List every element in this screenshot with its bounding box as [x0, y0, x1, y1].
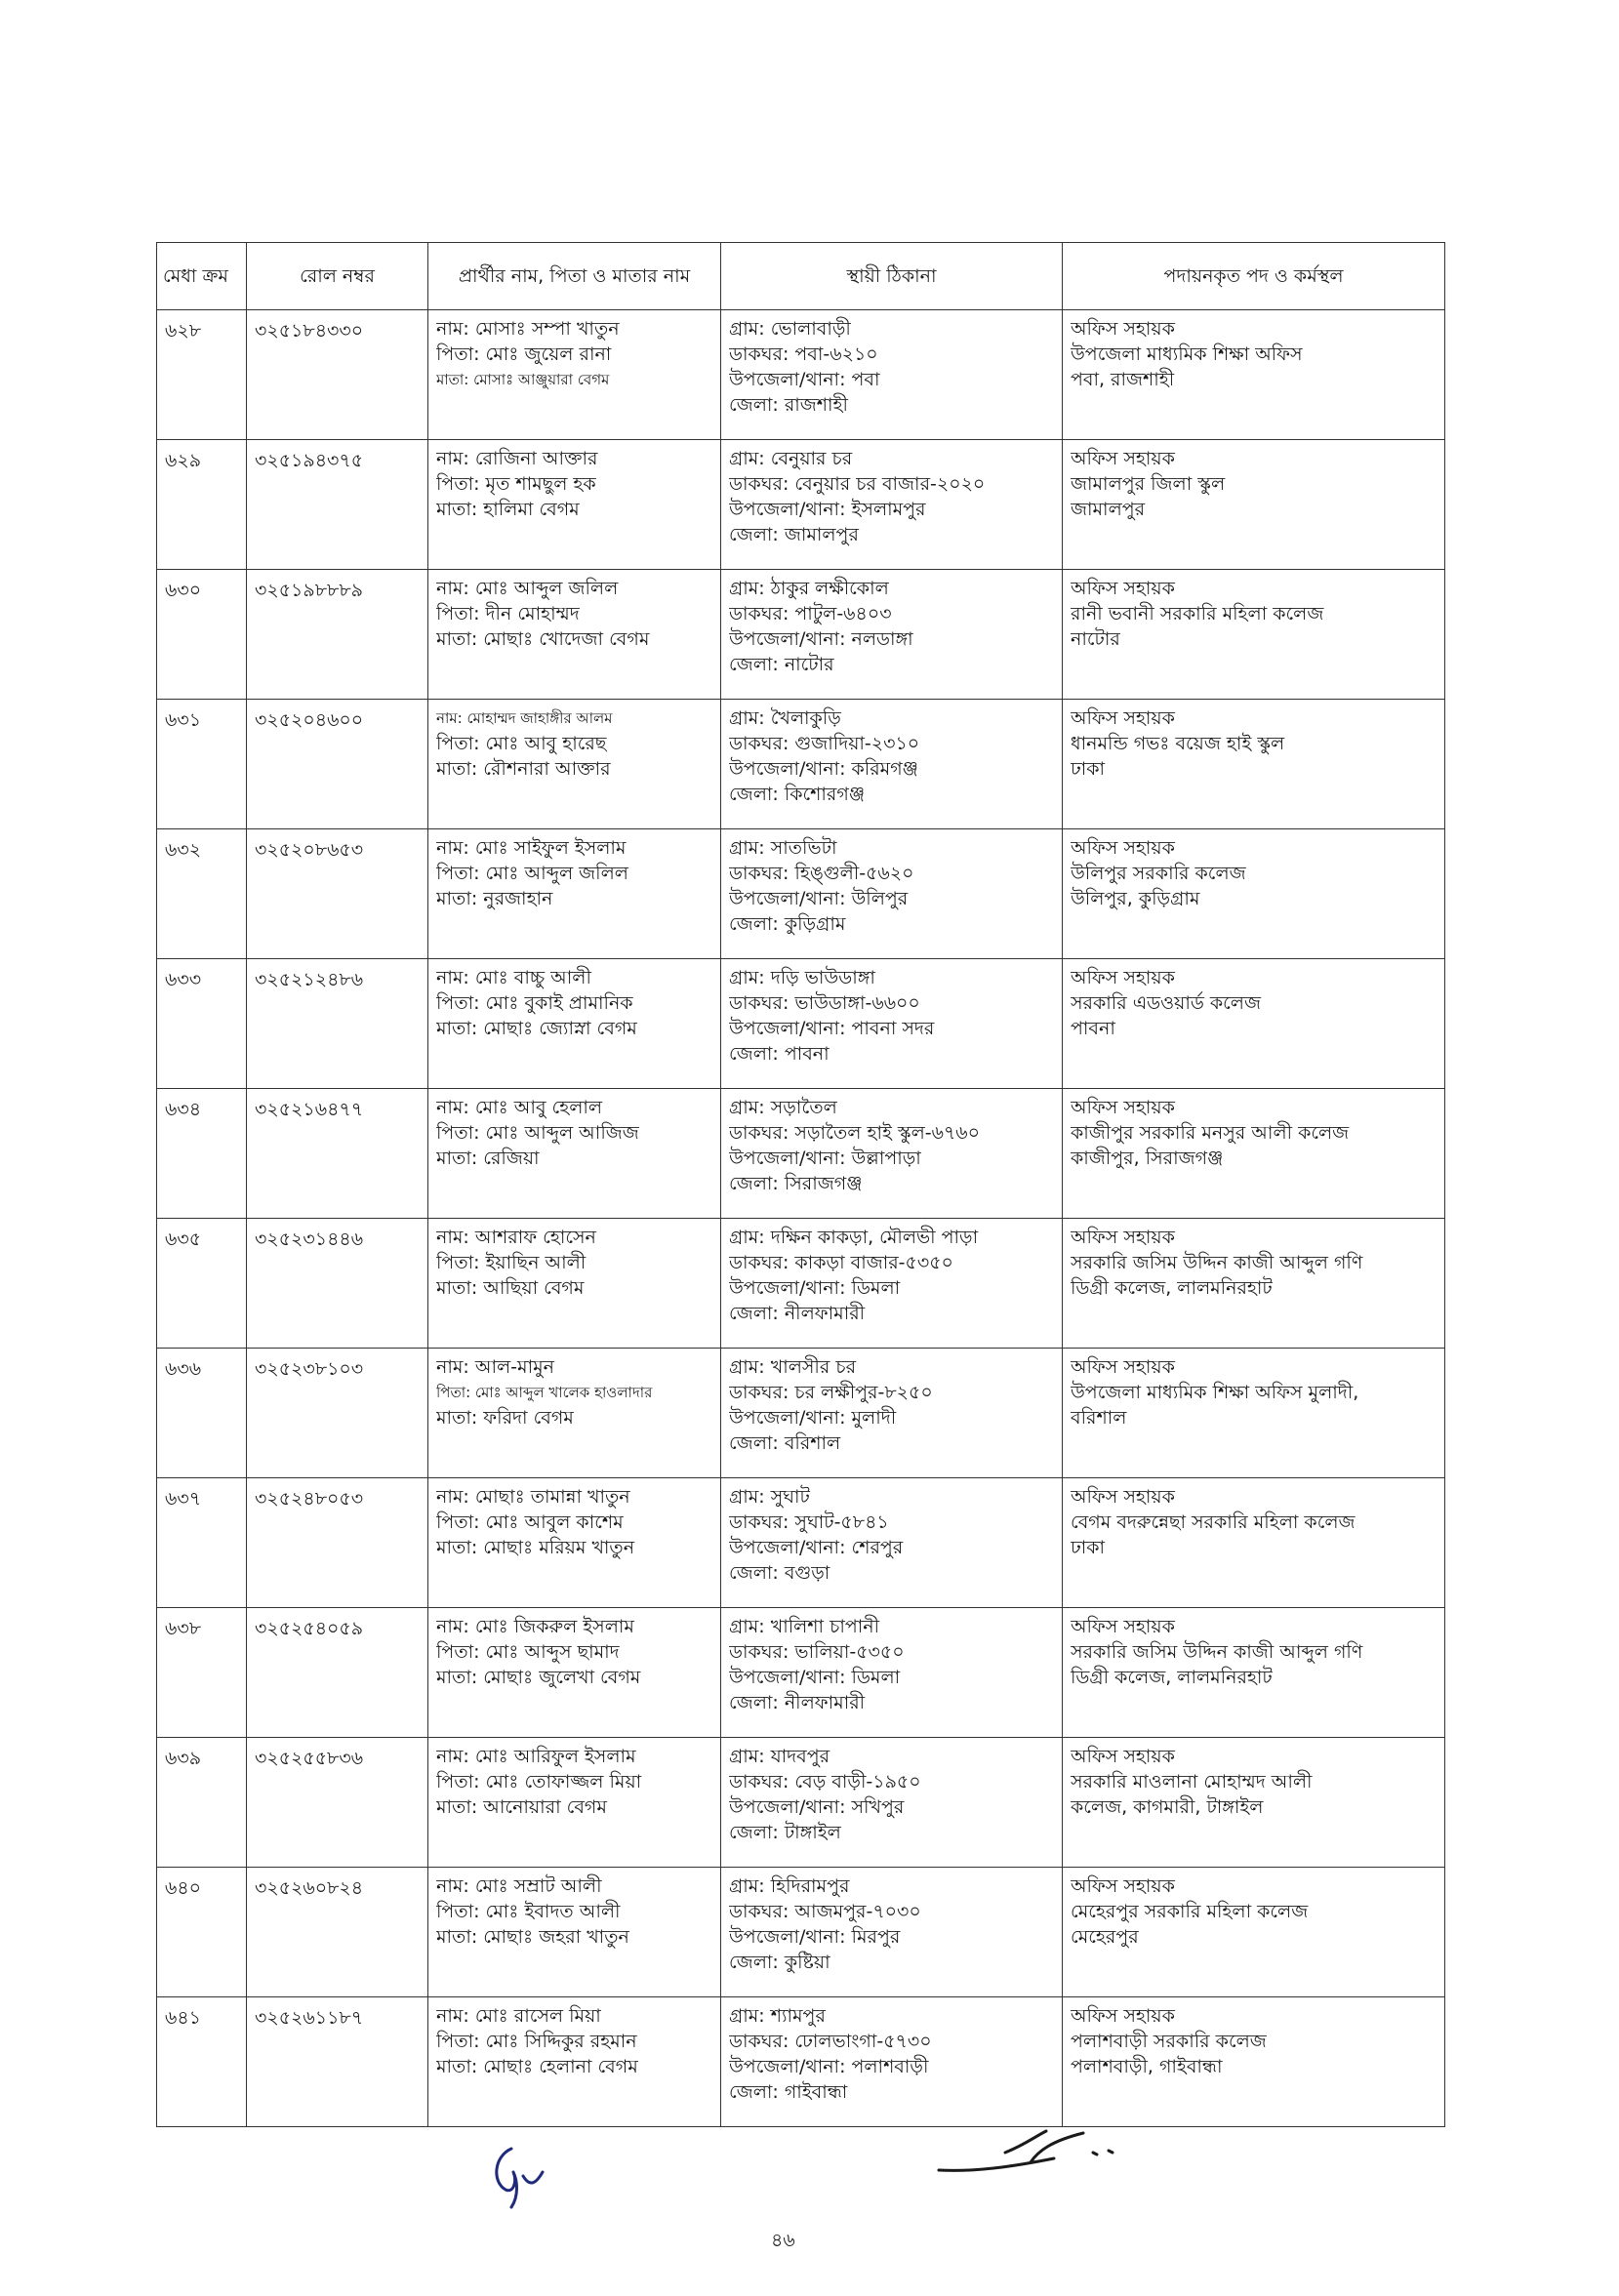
- address-line: উপজেলা/থানা: শেরপুর: [729, 1537, 904, 1558]
- address-line: ডাকঘর: সড়াতৈল হাই স্কুল-৬৭৬০: [729, 1122, 981, 1144]
- table-row: [157, 1608, 1445, 1738]
- roll-cell: ৩২৫২৫৪০৫৯: [247, 1608, 428, 1738]
- posting-line: সরকারি মাওলানা মোহাম্মদ আলী: [1071, 1771, 1313, 1792]
- name-cell: [428, 310, 721, 440]
- candidate-table: [156, 242, 1445, 2127]
- name-line: মাতা: মোছাঃ খোদেজা বেগম: [436, 628, 650, 650]
- name-line: নাম: মোঃ রাসেল মিয়া: [436, 2005, 601, 2027]
- name-cell: [428, 1349, 721, 1478]
- table-row: [157, 959, 1445, 1089]
- address-cell: [721, 700, 1063, 829]
- posting-line: অফিস সহায়ক: [1071, 967, 1175, 988]
- posting-line: বরিশাল: [1071, 1407, 1127, 1429]
- name-cell: [428, 440, 721, 570]
- posting-cell: [1063, 440, 1445, 570]
- address-line: জেলা: পাবনা: [729, 1043, 830, 1065]
- name-line: পিতা: মোঃ ইবাদত আলী: [436, 1901, 621, 1922]
- name-line: মাতা: হালিমা বেগম: [436, 499, 580, 520]
- merit-cell: ৬৩১: [157, 700, 247, 829]
- roll-cell: ৩২৫১৯৪৩৭৫: [247, 440, 428, 570]
- posting-line: জামালপুর: [1071, 499, 1146, 520]
- address-line: জেলা: নীলফামারী: [729, 1303, 866, 1324]
- address-line: জেলা: সিরাজগঞ্জ: [729, 1173, 863, 1194]
- address-cell: [721, 959, 1063, 1089]
- posting-line: জামালপুর জিলা স্কুল: [1071, 473, 1226, 495]
- address-line: ডাকঘর: কাকড়া বাজার-৫৩৫০: [729, 1252, 953, 1273]
- name-line: পিতা: মোঃ সিদ্দিকুর রহমান: [436, 2031, 637, 2052]
- table-row: [157, 310, 1445, 440]
- address-cell: [721, 1478, 1063, 1608]
- posting-line: ঢাকা: [1071, 1537, 1106, 1558]
- name-line: পিতা: মোঃ তোফাজ্জল মিয়া: [436, 1771, 642, 1792]
- name-line: নাম: মোঃ আরিফুল ইসলাম: [436, 1746, 636, 1767]
- posting-line: অফিস সহায়ক: [1071, 448, 1175, 469]
- address-line: উপজেলা/থানা: উল্লাপাড়া: [729, 1148, 921, 1169]
- table-row: [157, 1868, 1445, 1997]
- address-cell: [721, 570, 1063, 700]
- address-line: ডাকঘর: পবা-৬২১০: [729, 343, 878, 365]
- name-line: পিতা: ইয়াছিন আলী: [436, 1252, 587, 1273]
- posting-line: পলাশবাড়ী সরকারি কলেজ: [1071, 2031, 1267, 2052]
- name-line: নাম: মোঃ সাইফুল ইসলাম: [436, 837, 627, 859]
- address-line: জেলা: নাটোর: [729, 654, 834, 675]
- signature-right: [937, 2123, 1132, 2182]
- posting-cell: [1063, 570, 1445, 700]
- posting-line: ডিগ্রী কলেজ, লালমনিরহাট: [1071, 1667, 1273, 1688]
- table-row: [157, 570, 1445, 700]
- posting-cell: [1063, 1997, 1445, 2127]
- merit-cell: ৬২৯: [157, 440, 247, 570]
- address-line: ডাকঘর: সুঘাট-৫৮৪১: [729, 1511, 889, 1533]
- posting-cell: [1063, 1738, 1445, 1868]
- posting-line: সরকারি জসিম উদ্দিন কাজী আব্দুল গণি: [1071, 1252, 1363, 1273]
- posting-cell: [1063, 1868, 1445, 1997]
- name-line: নাম: মোঃ বাচ্চু আলী: [436, 967, 591, 988]
- roll-cell: ৩২৫২১২৪৮৬: [247, 959, 428, 1089]
- address-line: উপজেলা/থানা: উলিপুর: [729, 888, 909, 909]
- name-line: মাতা: মোছাঃ মরিয়ম খাতুন: [436, 1537, 635, 1558]
- posting-cell: [1063, 959, 1445, 1089]
- address-line: ডাকঘর: পাটুল-৬৪০৩: [729, 603, 892, 624]
- posting-line: অফিস সহায়ক: [1071, 578, 1175, 599]
- name-cell: [428, 1738, 721, 1868]
- name-line: নাম: মোঃ সম্রাট আলী: [436, 1875, 602, 1897]
- posting-line: উলিপুর সরকারি কলেজ: [1071, 863, 1246, 884]
- roll-cell: ৩২৫২০৪৬০০: [247, 700, 428, 829]
- posting-line: কাজীপুর, সিরাজগঞ্জ: [1071, 1148, 1224, 1169]
- roll-cell: ৩২৫২৬১১৮৭: [247, 1997, 428, 2127]
- posting-line: অফিস সহায়ক: [1071, 1097, 1175, 1118]
- address-line: ডাকঘর: ভালিয়া-৫৩৫০: [729, 1641, 905, 1663]
- posting-line: উপজেলা মাধ্যমিক শিক্ষা অফিস মুলাদী,: [1071, 1382, 1359, 1403]
- address-line: জেলা: বগুড়া: [729, 1562, 830, 1584]
- name-line: নাম: মোহাম্মদ জাহাঙ্গীর আলম: [436, 709, 613, 727]
- address-line: গ্রাম: দক্ষিন কাকড়া, মৌলভী পাড়া: [729, 1227, 979, 1248]
- roll-cell: ৩২৫১৮৪৩৩০: [247, 310, 428, 440]
- name-line: মাতা: রৌশনারা আক্তার: [436, 758, 611, 780]
- name-line: নাম: আশরাফ হোসেন: [436, 1227, 596, 1248]
- merit-cell: ৬৩৯: [157, 1738, 247, 1868]
- address-line: গ্রাম: ভোলাবাড়ী: [729, 318, 851, 340]
- address-line: ডাকঘর: আজমপুর-৭০৩০: [729, 1901, 921, 1922]
- name-cell: [428, 1868, 721, 1997]
- posting-line: নাটোর: [1071, 628, 1120, 650]
- posting-cell: [1063, 700, 1445, 829]
- name-line: পিতা: মোঃ আব্দুল আজিজ: [436, 1122, 639, 1144]
- address-line: উপজেলা/থানা: ডিমলা: [729, 1277, 901, 1299]
- posting-line: ঢাকা: [1071, 758, 1106, 780]
- table-row: [157, 440, 1445, 570]
- merit-cell: ৬৩৩: [157, 959, 247, 1089]
- posting-line: অফিস সহায়ক: [1071, 1486, 1175, 1508]
- posting-cell: [1063, 310, 1445, 440]
- roll-cell: ৩২৫২৩১৪৪৬: [247, 1219, 428, 1349]
- header-roll: রোল নম্বর: [247, 243, 428, 310]
- name-line: নাম: মোঃ আবু হেলাল: [436, 1097, 603, 1118]
- name-line: পিতা: মোঃ জুয়েল রানা: [436, 343, 612, 365]
- merit-cell: ৬৩৮: [157, 1608, 247, 1738]
- name-line: পিতা: মোঃ আব্দুল জলিল: [436, 863, 628, 884]
- address-cell: [721, 1089, 1063, 1219]
- posting-line: অফিস সহায়ক: [1071, 837, 1175, 859]
- address-line: গ্রাম: যাদবপুর: [729, 1746, 830, 1767]
- address-line: গ্রাম: সড়াতৈল: [729, 1097, 837, 1118]
- name-line: পিতা: মোঃ আব্দুল খালেক হাওলাদার: [436, 1384, 653, 1401]
- table-row: [157, 1089, 1445, 1219]
- address-line: উপজেলা/থানা: নলডাঙ্গা: [729, 628, 913, 650]
- address-cell: [721, 310, 1063, 440]
- header-posting: পদায়নকৃত পদ ও কর্মস্থল: [1063, 243, 1445, 310]
- merit-cell: ৬৩৭: [157, 1478, 247, 1608]
- merit-cell: ৬৩০: [157, 570, 247, 700]
- name-line: পিতা: মৃত শামছুল হক: [436, 473, 596, 495]
- roll-cell: ৩২৫১৯৮৮৮৯: [247, 570, 428, 700]
- address-line: ডাকঘর: চর লক্ষীপুর-৮২৫০: [729, 1382, 933, 1403]
- roll-cell: ৩২৫২৬০৮২৪: [247, 1868, 428, 1997]
- name-line: মাতা: রেজিয়া: [436, 1148, 540, 1169]
- address-line: গ্রাম: হিদিরামপুর: [729, 1875, 850, 1897]
- table-header-row: [157, 243, 1445, 310]
- posting-line: অফিস সহায়ক: [1071, 1616, 1175, 1637]
- name-cell: [428, 700, 721, 829]
- roll-cell: ৩২৫২৫৫৮৩৬: [247, 1738, 428, 1868]
- address-line: উপজেলা/থানা: মুলাদী: [729, 1407, 897, 1429]
- address-line: ডাকঘর: ভাউডাঙ্গা-৬৬০০: [729, 992, 920, 1014]
- table-row: [157, 1738, 1445, 1868]
- address-cell: [721, 1608, 1063, 1738]
- address-line: উপজেলা/থানা: পবা: [729, 369, 880, 390]
- name-cell: [428, 570, 721, 700]
- name-line: পিতা: মোঃ আবু হারেছ: [436, 733, 607, 754]
- address-cell: [721, 1349, 1063, 1478]
- table-row: [157, 1478, 1445, 1608]
- address-line: গ্রাম: খালিশা চাপানী: [729, 1616, 880, 1637]
- name-line: মাতা: মোছাঃ জুলেখা বেগম: [436, 1667, 641, 1688]
- merit-cell: ৬৩৬: [157, 1349, 247, 1478]
- address-line: ডাকঘর: বেড় বাড়ী-১৯৫০: [729, 1771, 921, 1792]
- name-cell: [428, 1219, 721, 1349]
- posting-line: ধানমন্ডি গভঃ বয়েজ হাই স্কুল: [1071, 733, 1285, 754]
- roll-cell: ৩২৫২৩৮১০৩: [247, 1349, 428, 1478]
- address-line: জেলা: কুষ্টিয়া: [729, 1952, 830, 1973]
- name-line: নাম: মোঃ জিকরুল ইসলাম: [436, 1616, 634, 1637]
- name-line: মাতা: আছিয়া বেগম: [436, 1277, 585, 1299]
- address-cell: [721, 829, 1063, 959]
- posting-line: অফিস সহায়ক: [1071, 1227, 1175, 1248]
- merit-cell: ৬৩৫: [157, 1219, 247, 1349]
- table-row: [157, 1997, 1445, 2127]
- address-line: জেলা: কুড়িগ্রাম: [729, 913, 846, 935]
- address-line: উপজেলা/থানা: করিমগঞ্জ: [729, 758, 918, 780]
- name-cell: [428, 1089, 721, 1219]
- posting-cell: [1063, 1349, 1445, 1478]
- name-line: নাম: রোজিনা আক্তার: [436, 448, 598, 469]
- posting-line: মেহেরপুর: [1071, 1926, 1139, 1948]
- name-line: পিতা: মোঃ বুকাই প্রামানিক: [436, 992, 633, 1014]
- header-name: প্রার্থীর নাম, পিতা ও মাতার নাম: [428, 243, 721, 310]
- name-cell: [428, 1478, 721, 1608]
- posting-line: অফিস সহায়ক: [1071, 318, 1175, 340]
- address-cell: [721, 440, 1063, 570]
- roll-cell: ৩২৫২১৬৪৭৭: [247, 1089, 428, 1219]
- address-line: উপজেলা/থানা: সখিপুর: [729, 1796, 905, 1818]
- posting-cell: [1063, 1478, 1445, 1608]
- address-cell: [721, 1738, 1063, 1868]
- roll-cell: ৩২৫২৪৮০৫৩: [247, 1478, 428, 1608]
- name-line: মাতা: আনোয়ারা বেগম: [436, 1796, 607, 1818]
- header-merit: মেধা ক্রম: [157, 243, 247, 310]
- address-line: জেলা: টাঙ্গাইল: [729, 1822, 841, 1843]
- name-line: পিতা: মোঃ আবুল কাশেম: [436, 1511, 624, 1533]
- posting-line: সরকারি জসিম উদ্দিন কাজী আব্দুল গণি: [1071, 1641, 1363, 1663]
- posting-line: উপজেলা মাধ্যমিক শিক্ষা অফিস: [1071, 343, 1303, 365]
- header-address: স্থায়ী ঠিকানা: [721, 243, 1063, 310]
- address-line: গ্রাম: দড়ি ভাউডাঙ্গা: [729, 967, 875, 988]
- address-line: জেলা: জামালপুর: [729, 524, 859, 545]
- signature-left: [484, 2143, 552, 2211]
- address-cell: [721, 1868, 1063, 1997]
- posting-cell: [1063, 829, 1445, 959]
- address-line: গ্রাম: সাতভিটা: [729, 837, 837, 859]
- address-line: গ্রাম: খৈলাকুড়ি: [729, 707, 841, 729]
- name-line: মাতা: মোছাঃ জহরা খাতুন: [436, 1926, 629, 1948]
- address-line: গ্রাম: শ্যামপুর: [729, 2005, 826, 2027]
- name-line: পিতা: দীন মোহাম্মদ: [436, 603, 580, 624]
- posting-line: পাবনা: [1071, 1018, 1115, 1039]
- posting-line: পবা, রাজশাহী: [1071, 369, 1175, 390]
- address-line: গ্রাম: ঠাকুর লক্ষীকোল: [729, 578, 889, 599]
- posting-line: অফিস সহায়ক: [1071, 1875, 1175, 1897]
- posting-line: বেগম বদরুন্নেছা সরকারি মহিলা কলেজ: [1071, 1511, 1356, 1533]
- merit-cell: ৬৩২: [157, 829, 247, 959]
- address-line: ডাকঘর: ঢোলভাংগা-৫৭৩০: [729, 2031, 932, 2052]
- posting-line: অফিস সহায়ক: [1071, 707, 1175, 729]
- table-row: [157, 1219, 1445, 1349]
- posting-line: সরকারি এডওয়ার্ড কলেজ: [1071, 992, 1261, 1014]
- posting-line: উলিপুর, কুড়িগ্রাম: [1071, 888, 1200, 909]
- page-number: ৪৬: [771, 2230, 795, 2251]
- merit-cell: ৬৪০: [157, 1868, 247, 1997]
- address-line: জেলা: নীলফামারী: [729, 1692, 866, 1713]
- address-cell: [721, 1997, 1063, 2127]
- name-cell: [428, 1608, 721, 1738]
- posting-line: অফিস সহায়ক: [1071, 1356, 1175, 1378]
- address-line: গ্রাম: সুঘাট: [729, 1486, 810, 1508]
- table-row: [157, 1349, 1445, 1478]
- address-line: উপজেলা/থানা: মিরপুর: [729, 1926, 901, 1948]
- address-line: ডাকঘর: বেনুয়ার চর বাজার-২০২০: [729, 473, 986, 495]
- address-line: ডাকঘর: হিঙ্গুলী-৫৬২০: [729, 863, 914, 884]
- address-line: উপজেলা/থানা: পলাশবাড়ী: [729, 2056, 929, 2077]
- posting-line: ডিগ্রী কলেজ, লালমনিরহাট: [1071, 1277, 1273, 1299]
- name-line: মাতা: নুরজাহান: [436, 888, 553, 909]
- address-line: জেলা: রাজশাহী: [729, 394, 848, 416]
- address-line: গ্রাম: বেনুয়ার চর: [729, 448, 853, 469]
- name-cell: [428, 829, 721, 959]
- address-line: জেলা: গাইবান্ধা: [729, 2081, 848, 2103]
- posting-line: মেহেরপুর সরকারি মহিলা কলেজ: [1071, 1901, 1309, 1922]
- name-line: মাতা: মোছাঃ হেলানা বেগম: [436, 2056, 638, 2077]
- name-line: নাম: আল-মামুন: [436, 1356, 554, 1378]
- table-row: [157, 700, 1445, 829]
- address-cell: [721, 1219, 1063, 1349]
- name-line: নাম: মোসাঃ সম্পা খাতুন: [436, 318, 620, 340]
- address-line: উপজেলা/থানা: ইসলামপুর: [729, 499, 926, 520]
- name-line: মাতা: মোসাঃ আঞ্জুয়ারা বেগম: [436, 371, 610, 388]
- name-cell: [428, 959, 721, 1089]
- address-line: জেলা: কিশোরগঞ্জ: [729, 784, 866, 805]
- posting-line: অফিস সহায়ক: [1071, 1746, 1175, 1767]
- posting-line: কাজীপুর সরকারি মনসুর আলী কলেজ: [1071, 1122, 1350, 1144]
- posting-line: কলেজ, কাগমারী, টাঙ্গাইল: [1071, 1796, 1264, 1818]
- name-cell: [428, 1997, 721, 2127]
- posting-cell: [1063, 1219, 1445, 1349]
- merit-cell: ৬৩৪: [157, 1089, 247, 1219]
- address-line: উপজেলা/থানা: পাবনা সদর: [729, 1018, 935, 1039]
- posting-cell: [1063, 1089, 1445, 1219]
- roll-cell: ৩২৫২০৮৬৫৩: [247, 829, 428, 959]
- posting-cell: [1063, 1608, 1445, 1738]
- address-line: উপজেলা/থানা: ডিমলা: [729, 1667, 901, 1688]
- name-line: মাতা: মোছাঃ জ্যোস্না বেগম: [436, 1018, 637, 1039]
- posting-line: পলাশবাড়ী, গাইবান্ধা: [1071, 2056, 1223, 2077]
- address-line: জেলা: বরিশাল: [729, 1432, 841, 1454]
- posting-line: অফিস সহায়ক: [1071, 2005, 1175, 2027]
- name-line: মাতা: ফরিদা বেগম: [436, 1407, 574, 1429]
- name-line: নাম: মোঃ আব্দুল জলিল: [436, 578, 619, 599]
- merit-cell: ৬২৮: [157, 310, 247, 440]
- posting-line: রানী ভবানী সরকারি মহিলা কলেজ: [1071, 603, 1324, 624]
- merit-cell: ৬৪১: [157, 1997, 247, 2127]
- name-line: নাম: মোছাঃ তামান্না খাতুন: [436, 1486, 630, 1508]
- table-row: [157, 829, 1445, 959]
- name-line: পিতা: মোঃ আব্দুস ছামাদ: [436, 1641, 620, 1663]
- address-line: ডাকঘর: গুজাদিয়া-২৩১০: [729, 733, 920, 754]
- address-line: গ্রাম: খালসীর চর: [729, 1356, 857, 1378]
